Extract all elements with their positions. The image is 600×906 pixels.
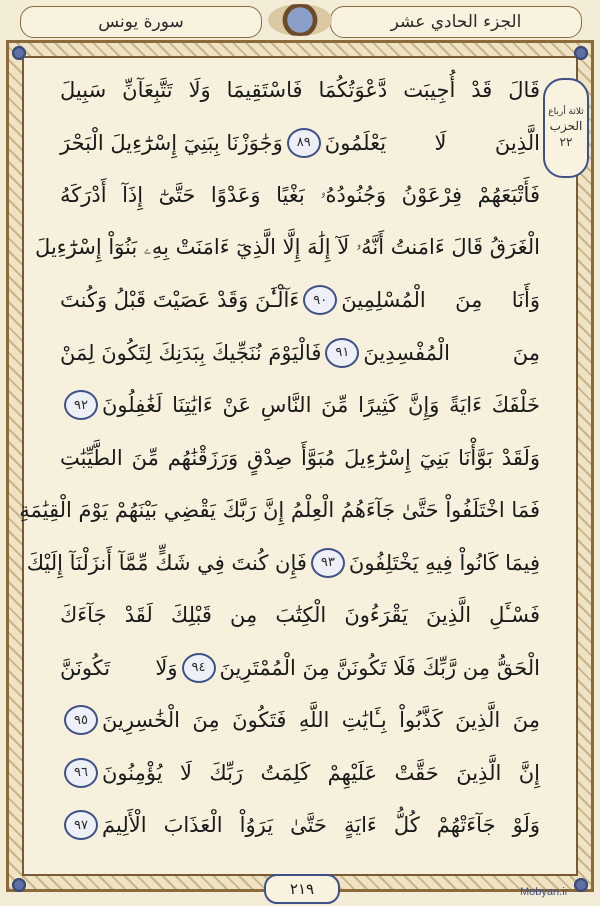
- ayah-number-marker: ٩٣: [311, 548, 345, 578]
- verse-text: وَجَٰوَزْنَا بِبَنِيٓ إِسْرَٰٓءِيلَ الْبَحْرَ: [60, 130, 283, 155]
- ayah-number-marker: ٩٢: [64, 390, 98, 420]
- verse-line: [26, 537, 540, 589]
- verse-text: قَالَ قَدْ أُجِيبَت دَّعْوَتُكُمَا فَاسْتَقِيمَا وَلَا تَتَّبِعَآنِّ سَبِيلَ: [60, 78, 540, 102]
- verse-text: وَلَا تَكُونَنَّ: [60, 655, 178, 680]
- ayah-number-marker: ٩٧: [64, 810, 98, 840]
- page-number: ٢١٩: [264, 874, 340, 904]
- verse-text: فَسْـَٔلِ الَّذِينَ يَقْرَءُونَ الْكِتَٰبَ مِن قَبْلِكَ لَقَدْ جَآءَكَ: [60, 603, 540, 627]
- verse-text: ءَآلْـَٰٔنَ وَقَدْ عَصَيْتَ قَبْلُ وَكُنتَ: [60, 288, 300, 312]
- surah-title: سورة يونس: [20, 6, 262, 38]
- verse-text: فَأَتْبَعَهُمْ فِرْعَوْنُ وَجُنُودُهُۥ بَغْيًا وَعَدْوًا حَتَّىٰٓ إِذَآ أَدْرَكَهُ: [60, 182, 540, 207]
- verse-text: مِنَ الَّذِينَ كَذَّبُواْ بِـَٔايَٰتِ اللَّهِ فَتَكُونَ مِنَ الْخَٰسِرِينَ: [102, 708, 540, 732]
- ayah-number-marker: ٩٤: [182, 653, 216, 683]
- verse-text: إِنَّ الَّذِينَ حَقَّتْ عَلَيْهِمْ كَلِمَتُ رَبِّكَ لَا يُؤْمِنُونَ: [102, 760, 540, 785]
- verse-line: [60, 169, 540, 221]
- corner-ornament-icon: [570, 42, 592, 64]
- corner-ornament-icon: [8, 874, 30, 896]
- verse-line: [60, 274, 540, 326]
- verse-text-area: [19, 64, 540, 854]
- verse-text: فَمَا اخْتَلَفُواْ حَتَّىٰ جَآءَهُمُ الْعِلْمُ إِنَّ رَبَّكَ يَقْضِي بَيْنَهُمْ يَوْمَ الْقِيَٰمَةِ: [19, 498, 540, 522]
- verse-line: [60, 747, 540, 799]
- verse-line: [35, 222, 540, 274]
- verse-text: وَأَنَا مِنَ الْمُسْلِمِينَ: [341, 288, 540, 312]
- verse-line: [60, 379, 540, 431]
- verse-text: الْغَرَقُ قَالَ ءَامَنتُ أَنَّهُۥ لَآ إِلَٰهَ إِلَّا الَّذِيٓ ءَامَنَتْ بِهِۦ بَنُوٓاْ إِسْرَٰٓءِيلَ: [35, 235, 540, 259]
- verse-line: [60, 589, 540, 641]
- ayah-number-marker: ٩٥: [64, 705, 98, 735]
- verse-line: [60, 117, 540, 169]
- verse-line: [60, 642, 540, 694]
- ayah-number-marker: ٩٠: [303, 285, 337, 315]
- ayah-number-marker: ٩١: [325, 338, 359, 368]
- hizb-marker-number: ٢٢: [559, 135, 573, 149]
- verse-text: الَّذِينَ لَا يَعْلَمُونَ: [324, 130, 540, 155]
- corner-ornament-icon: [8, 42, 30, 64]
- hizb-marker-fraction: ثلاثة أرباع: [548, 107, 584, 117]
- verse-text: فَالْيَوْمَ نُنَجِّيكَ بِبَدَنِكَ لِتَكُونَ لِمَنْ: [60, 340, 322, 365]
- verse-text: الْحَقُّ مِن رَّبِّكَ فَلَا تَكُونَنَّ مِنَ الْمُمْتَرِينَ: [219, 655, 540, 680]
- verse-text: فَإِن كُنتَ فِي شَكٍّ مِّمَّآ أَنزَلْنَآ إِلَيْكَ: [26, 550, 307, 575]
- corner-ornament-icon: [570, 874, 592, 896]
- verse-line: [60, 64, 540, 116]
- verse-line: [60, 799, 540, 851]
- verse-text: مِنَ الْمُفْسِدِينَ: [363, 340, 540, 365]
- ayah-number-marker: ٨٩: [287, 128, 321, 158]
- verse-text: خَلْفَكَ ءَايَةً وَإِنَّ كَثِيرًا مِّنَ النَّاسِ عَنْ ءَايَٰتِنَا لَغَٰفِلُونَ: [102, 393, 540, 417]
- verse-text: وَلَوْ جَآءَتْهُمْ كُلُّ ءَايَةٍ حَتَّىٰ يَرَوُاْ الْعَذَابَ الْأَلِيمَ: [102, 813, 540, 837]
- verse-text: فِيمَا كَانُواْ فِيهِ يَخْتَلِفُونَ: [348, 550, 540, 575]
- hizb-marker: [543, 78, 589, 178]
- juz-title: الجزء الحادي عشر: [330, 6, 582, 38]
- verse-line: [60, 694, 540, 746]
- ayah-number-marker: ٩٦: [64, 758, 98, 788]
- verse-line: [60, 327, 540, 379]
- verse-line: [60, 432, 540, 484]
- watermark: Mobyan.ir: [520, 886, 569, 898]
- header-ornament-icon: [268, 4, 332, 36]
- hizb-marker-label: الحزب: [549, 119, 583, 133]
- verse-text: وَلَقَدْ بَوَّأْنَا بَنِيٓ إِسْرَٰٓءِيلَ مُبَوَّأَ صِدْقٍ وَرَزَقْنَٰهُم مِّنَ الطَّيِّبَٰتِ: [60, 445, 540, 470]
- verse-line: [19, 484, 540, 536]
